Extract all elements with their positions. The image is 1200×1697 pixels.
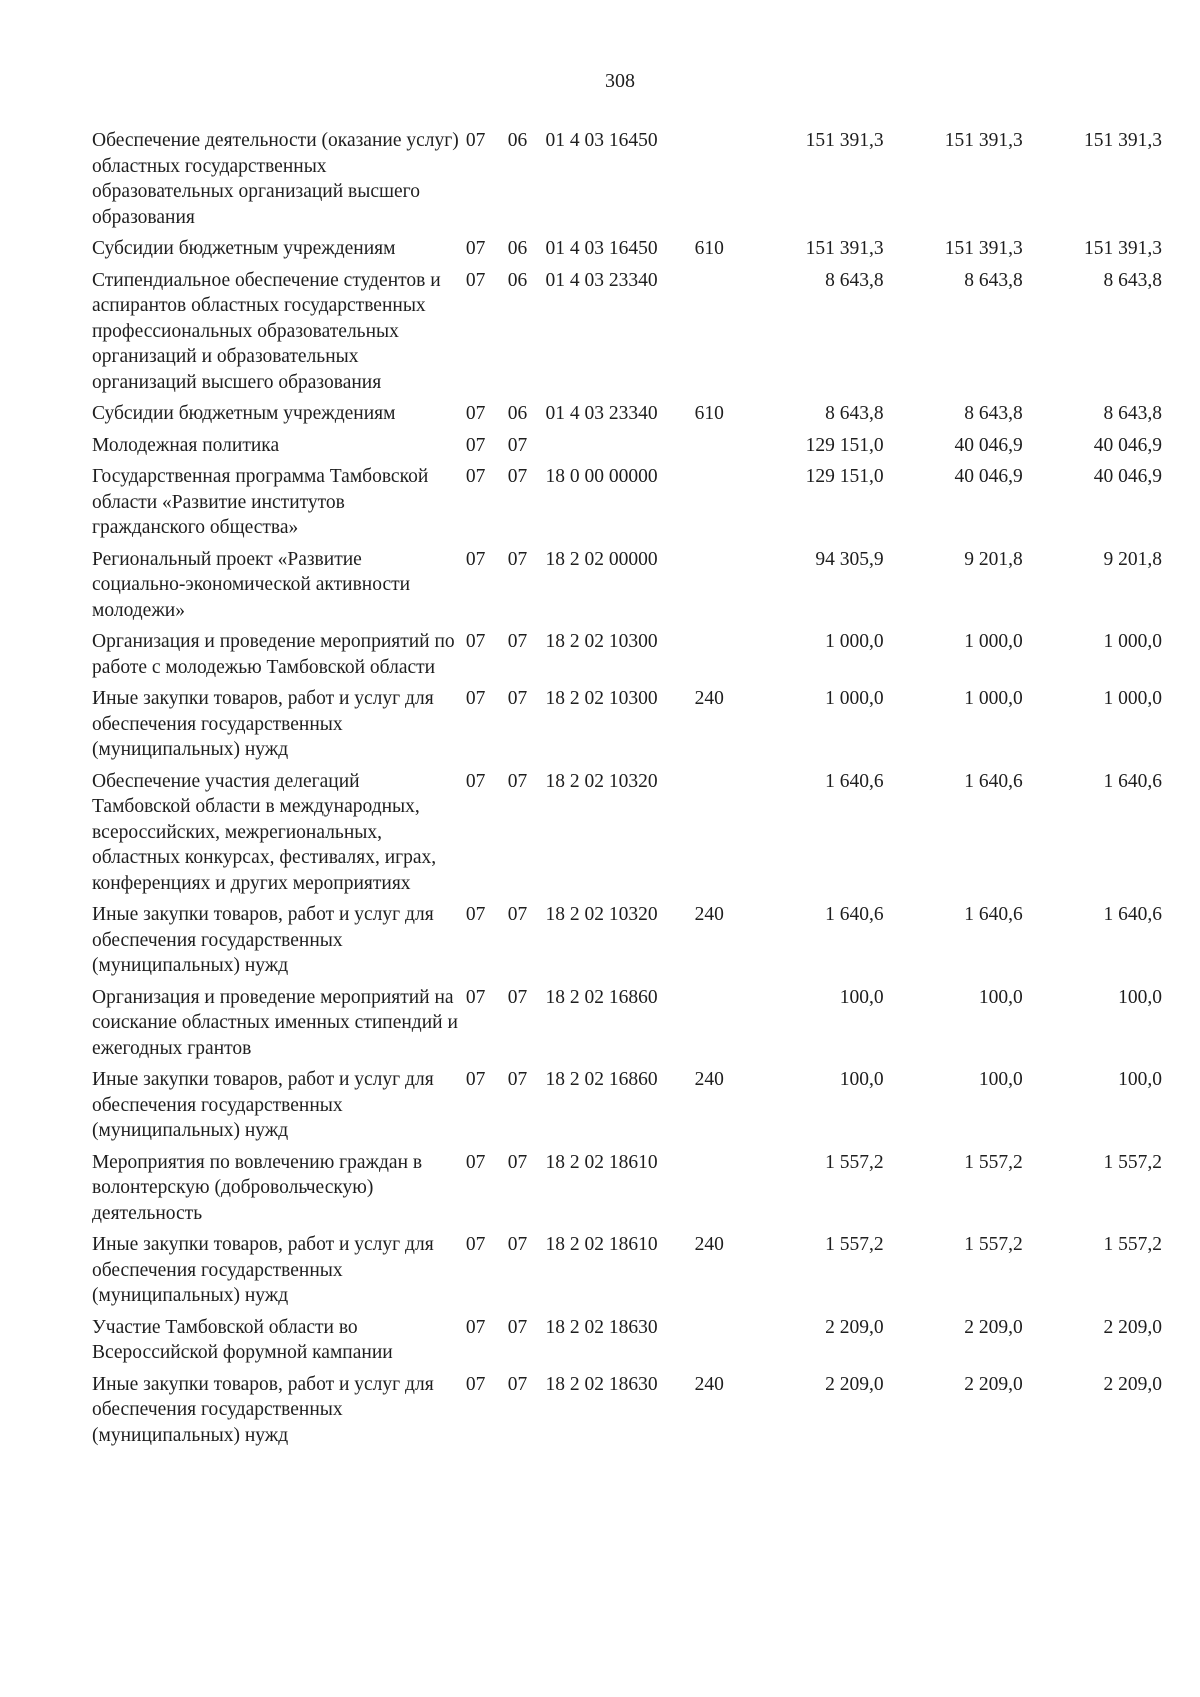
row-amount-2: 151 391,3	[944, 130, 1023, 151]
row-target-article: 01 4 03 16450	[545, 238, 658, 259]
row-name: Региональный проект «Развитие социально-экономической активности молодежи»	[92, 548, 411, 621]
row-amount-1: 151 391,3	[805, 130, 884, 151]
row-amount-1: 1 640,6	[825, 770, 884, 792]
table-row	[92, 433, 1162, 459]
row-target-article: 18 2 02 00000	[545, 548, 658, 570]
row-section: 07	[465, 269, 486, 291]
row-amount-2: 40 046,9	[954, 466, 1023, 487]
table-row	[92, 1372, 1162, 1449]
row-target-article: 18 2 02 10300	[545, 631, 658, 652]
row-name: Государственная программа Тамбовской области «Развитие институтов гражданского общества»	[92, 466, 429, 538]
row-section: 07	[465, 130, 486, 151]
row-target-article: 01 4 03 16450	[545, 130, 658, 151]
row-target-article: 01 4 03 23340	[545, 269, 658, 291]
row-amount-3: 1 640,6	[1103, 904, 1162, 925]
row-section: 07	[465, 1373, 486, 1395]
row-section: 07	[465, 1316, 486, 1338]
row-section: 07	[465, 403, 486, 424]
row-name: Стипендиальное обеспечение студентов и аспирантов областных государственных профессиональных образовательных организаций и образовательных организаций высшего образования	[92, 269, 441, 393]
row-section: 07	[465, 1234, 486, 1255]
row-name: Иные закупки товаров, работ и услуг для обеспечения государственных (муниципальных) нужд	[92, 1373, 434, 1446]
table-row	[92, 985, 1162, 1062]
table-row	[92, 547, 1162, 624]
row-name: Организация и проведение мероприятий по работе с молодежью Тамбовской области	[92, 631, 455, 678]
row-amount-1: 2 209,0	[825, 1316, 884, 1338]
row-target-article: 01 4 03 23340	[545, 403, 658, 424]
row-subsection: 07	[507, 631, 528, 652]
row-section: 07	[465, 548, 486, 570]
row-amount-2: 1 000,0	[964, 631, 1023, 652]
row-subsection: 07	[507, 1373, 528, 1395]
row-subsection: 07	[507, 1316, 528, 1338]
table-row	[92, 236, 1162, 262]
row-section: 07	[465, 770, 486, 792]
row-amount-3: 1 640,6	[1103, 770, 1162, 792]
row-subsection: 07	[507, 1234, 528, 1255]
row-name: Иные закупки товаров, работ и услуг для обеспечения государственных (муниципальных) нужд	[92, 904, 434, 976]
row-name: Иные закупки товаров, работ и услуг для обеспечения государственных (муниципальных) нужд	[92, 688, 434, 760]
row-amount-1: 8 643,8	[825, 269, 884, 291]
row-amount-2: 40 046,9	[954, 434, 1023, 456]
row-amount-2: 8 643,8	[964, 269, 1023, 291]
table-row	[92, 1067, 1162, 1144]
row-amount-1: 1 000,0	[825, 631, 884, 652]
table-row	[92, 464, 1162, 541]
row-section: 07	[465, 434, 486, 456]
table-row	[92, 686, 1162, 763]
row-expense-type: 240	[694, 904, 724, 925]
row-amount-2: 8 643,8	[964, 403, 1023, 424]
row-amount-3: 2 209,0	[1103, 1373, 1162, 1395]
table-row	[92, 268, 1162, 396]
row-target-article: 18 2 02 16860	[545, 986, 658, 1008]
row-subsection: 06	[507, 130, 528, 151]
row-amount-3: 40 046,9	[1093, 466, 1162, 487]
row-amount-3: 151 391,3	[1084, 238, 1162, 259]
row-amount-1: 8 643,8	[825, 403, 884, 424]
row-subsection: 07	[507, 1069, 528, 1090]
row-subsection: 07	[507, 904, 528, 925]
table-row	[92, 1150, 1162, 1227]
row-name: Иные закупки товаров, работ и услуг для обеспечения государственных (муниципальных) нужд	[92, 1234, 434, 1306]
row-target-article: 18 2 02 18630	[545, 1373, 658, 1395]
row-amount-1: 1 557,2	[825, 1234, 884, 1255]
row-subsection: 07	[507, 548, 528, 570]
row-amount-3: 2 209,0	[1103, 1316, 1162, 1338]
table-row	[92, 1232, 1162, 1309]
row-amount-3: 1 000,0	[1103, 631, 1162, 652]
table-row	[92, 401, 1162, 427]
row-target-article: 18 2 02 10300	[545, 688, 658, 709]
row-amount-3: 1 557,2	[1103, 1151, 1162, 1173]
row-expense-type: 240	[694, 1373, 724, 1395]
row-subsection: 06	[507, 238, 528, 259]
row-target-article: 18 2 02 18610	[545, 1151, 658, 1173]
row-target-article: 18 2 02 10320	[545, 904, 658, 925]
row-name: Обеспечение участия делегаций Тамбовской области в международных, всероссийских, межрегиональных, областных конкурсах, фестивалях, играх, конференциях и других мероприятиях	[92, 770, 437, 894]
row-amount-2: 1 000,0	[964, 688, 1023, 709]
row-subsection: 07	[507, 688, 528, 709]
row-name: Иные закупки товаров, работ и услуг для обеспечения государственных (муниципальных) нужд	[92, 1069, 434, 1141]
row-amount-1: 1 000,0	[825, 688, 884, 709]
row-amount-3: 1 000,0	[1103, 688, 1162, 709]
row-section: 07	[465, 986, 486, 1008]
row-subsection: 07	[507, 986, 528, 1008]
row-amount-1: 100,0	[839, 1069, 884, 1090]
row-amount-1: 129 151,0	[805, 466, 884, 487]
row-section: 07	[465, 238, 486, 259]
row-amount-2: 100,0	[978, 1069, 1023, 1090]
row-target-article: 18 2 02 18630	[545, 1316, 658, 1338]
table-row	[92, 128, 1162, 230]
row-target-article: 18 2 02 10320	[545, 770, 658, 792]
row-amount-3: 9 201,8	[1103, 548, 1162, 570]
row-amount-3: 100,0	[1118, 986, 1162, 1008]
row-amount-2: 1 640,6	[964, 770, 1023, 792]
row-amount-3: 8 643,8	[1103, 269, 1162, 291]
row-amount-2: 100,0	[978, 986, 1023, 1008]
row-amount-2: 1 557,2	[964, 1151, 1023, 1173]
row-target-article: 18 0 00 00000	[545, 466, 658, 487]
row-section: 07	[465, 466, 486, 487]
row-subsection: 07	[507, 434, 528, 456]
row-section: 07	[465, 688, 486, 709]
row-subsection: 06	[507, 269, 528, 291]
row-expense-type: 240	[694, 688, 724, 709]
row-amount-2: 9 201,8	[964, 548, 1023, 570]
row-amount-2: 151 391,3	[944, 238, 1023, 259]
row-name: Участие Тамбовской области во Всероссийской форумной кампании	[92, 1316, 393, 1363]
row-name: Мероприятия по вовлечению граждан в волонтерскую (добровольческую) деятельность	[92, 1151, 423, 1224]
row-section: 07	[465, 904, 486, 925]
row-subsection: 07	[507, 466, 528, 487]
row-amount-1: 94 305,9	[815, 548, 884, 570]
row-target-article: 18 2 02 16860	[545, 1069, 658, 1090]
row-name: Обеспечение деятельности (оказание услуг) областных государственных образовательных организаций высшего образования	[92, 130, 459, 228]
table-row	[92, 1315, 1162, 1366]
row-expense-type: 610	[694, 403, 724, 424]
row-amount-3: 8 643,8	[1103, 403, 1162, 424]
row-section: 07	[465, 631, 486, 652]
table-row	[92, 629, 1162, 680]
row-amount-1: 2 209,0	[825, 1373, 884, 1395]
row-amount-1: 151 391,3	[805, 238, 884, 259]
row-name: Молодежная политика	[92, 434, 280, 456]
row-name: Субсидии бюджетным учреждениям	[92, 403, 396, 424]
row-expense-type: 240	[694, 1069, 724, 1090]
row-amount-1: 129 151,0	[805, 434, 884, 456]
row-amount-1: 1 640,6	[825, 904, 884, 925]
row-amount-2: 2 209,0	[964, 1316, 1023, 1338]
row-subsection: 07	[507, 770, 528, 792]
budget-table	[92, 128, 1162, 1454]
row-amount-2: 2 209,0	[964, 1373, 1023, 1395]
row-section: 07	[465, 1069, 486, 1090]
row-name: Субсидии бюджетным учреждениям	[92, 238, 396, 259]
row-section: 07	[465, 1151, 486, 1173]
row-name: Организация и проведение мероприятий на соискание областных именных стипендий и ежегодных грантов	[92, 986, 458, 1059]
row-subsection: 06	[507, 403, 528, 424]
row-amount-3: 1 557,2	[1103, 1234, 1162, 1255]
row-expense-type: 610	[694, 238, 724, 259]
row-amount-1: 1 557,2	[825, 1151, 884, 1173]
row-amount-2: 1 640,6	[964, 904, 1023, 925]
row-amount-3: 151 391,3	[1084, 130, 1162, 151]
page-number: 308	[605, 70, 635, 92]
row-expense-type: 240	[694, 1234, 724, 1255]
row-subsection: 07	[507, 1151, 528, 1173]
table-row	[92, 902, 1162, 979]
table-row	[92, 769, 1162, 897]
row-amount-2: 1 557,2	[964, 1234, 1023, 1255]
row-amount-1: 100,0	[839, 986, 884, 1008]
row-amount-3: 40 046,9	[1093, 434, 1162, 456]
row-amount-3: 100,0	[1118, 1069, 1162, 1090]
row-target-article: 18 2 02 18610	[545, 1234, 658, 1255]
